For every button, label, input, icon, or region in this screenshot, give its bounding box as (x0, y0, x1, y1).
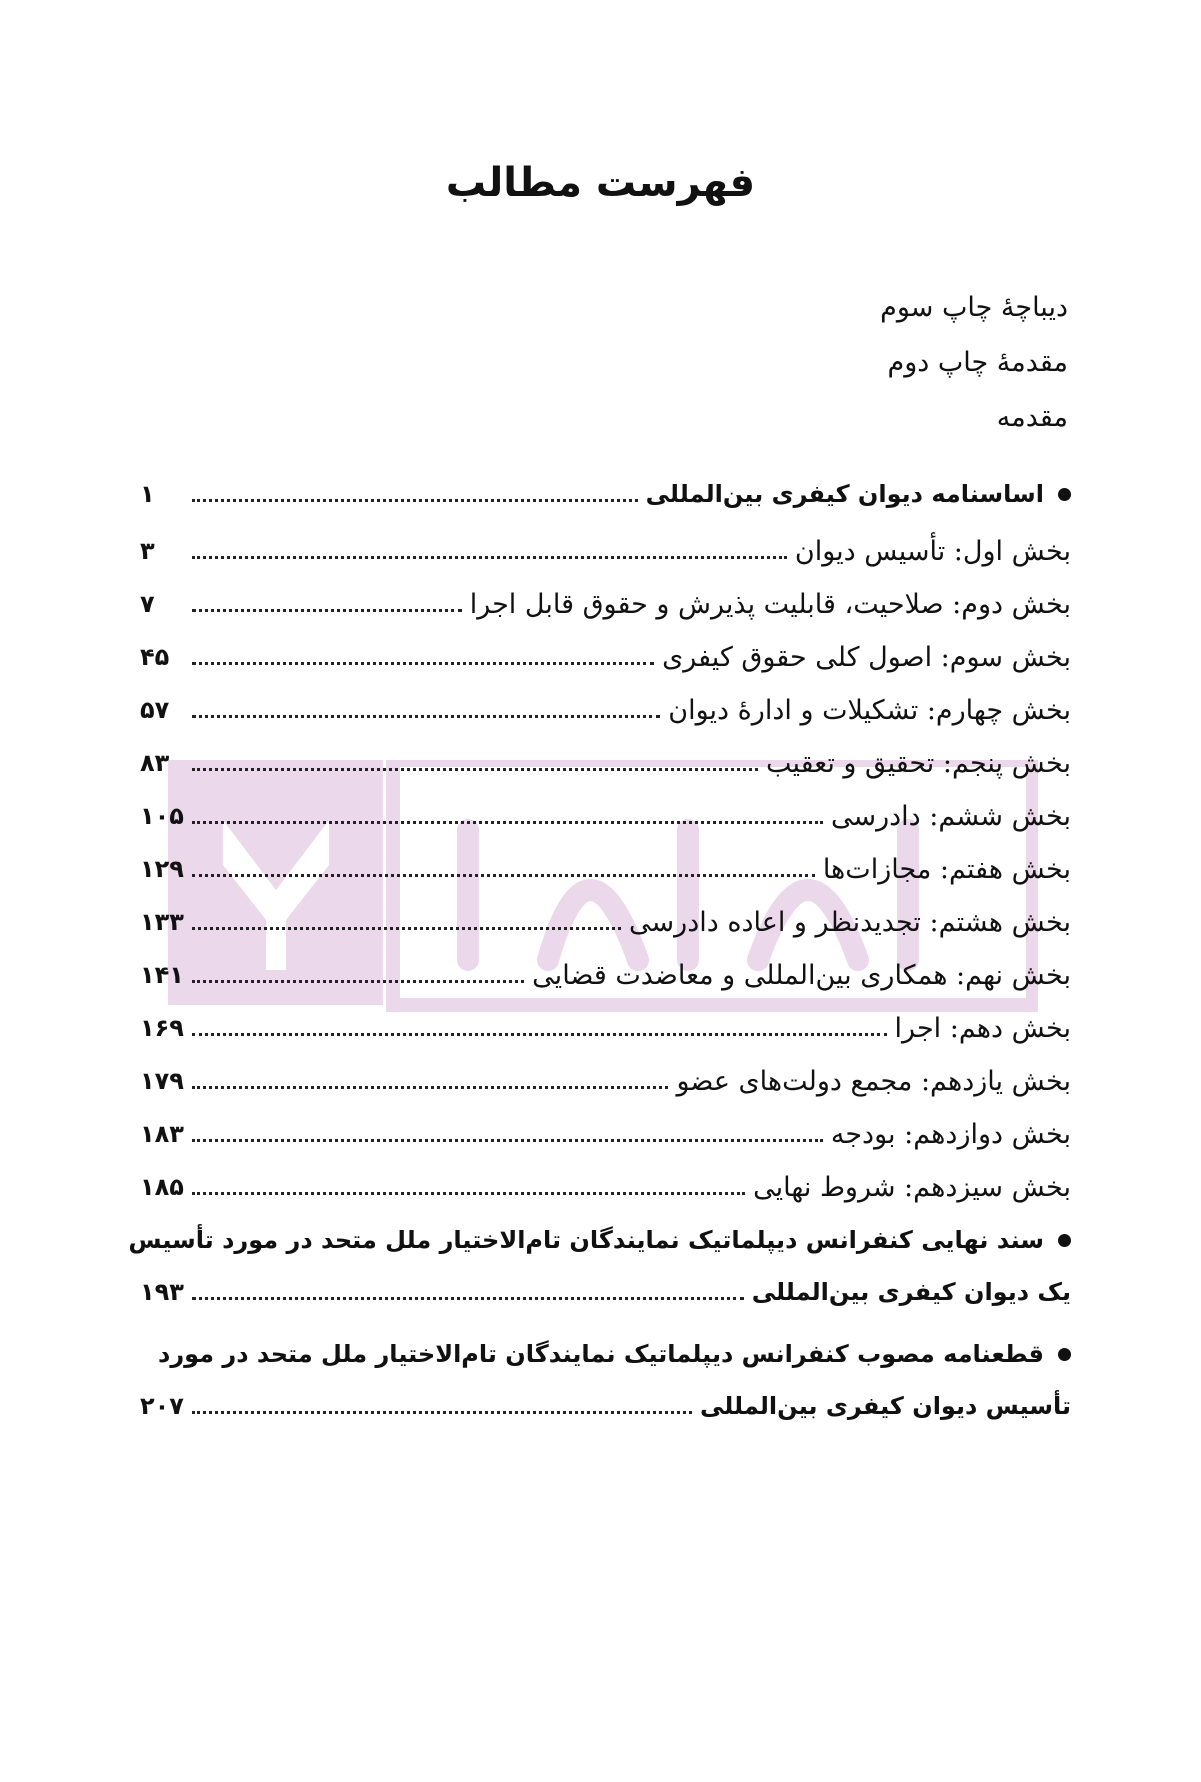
toc-page-number: ۱۰۵ (140, 802, 184, 830)
toc-entry-final-act-continued[interactable] (140, 1268, 1071, 1316)
toc-entry-part-1[interactable] (140, 527, 1071, 575)
dot-leader (192, 874, 815, 877)
dot-leader (192, 556, 787, 559)
toc-entry-label: بخش اول: تأسیس دیوان (794, 535, 1071, 567)
dot-leader (192, 980, 524, 983)
dot-leader (192, 609, 462, 612)
toc-entry-part-4[interactable] (140, 686, 1071, 734)
dot-leader (192, 768, 758, 771)
toc-page-number: ۱۹۳ (140, 1278, 184, 1306)
toc-page-number: ۱۷۹ (140, 1067, 184, 1095)
toc-entry-part-13[interactable] (140, 1163, 1071, 1211)
bullet-icon (1058, 1348, 1071, 1361)
toc-entry-label: بخش دوازدهم: بودجه (830, 1118, 1071, 1150)
dot-leader (192, 1139, 823, 1142)
bullet-icon (1058, 1234, 1071, 1247)
toc-entry-label: اساسنامه دیوان کیفری بین‌المللی (645, 480, 1044, 508)
toc-page-number: ۱۸۵ (140, 1173, 184, 1201)
toc-entry-label: بخش سیزدهم: شروط نهایی (753, 1171, 1071, 1203)
toc-entry-part-6[interactable] (140, 792, 1071, 840)
dot-leader (192, 715, 660, 718)
dot-leader (192, 662, 654, 665)
toc-entry-part-8[interactable] (140, 898, 1071, 946)
toc-entry-part-7[interactable] (140, 845, 1071, 893)
toc-page-number: ۱ (140, 480, 155, 508)
dot-leader (192, 927, 621, 930)
toc-entry-label: بخش یازدهم: مجمع دولت‌های عضو (676, 1065, 1071, 1097)
dot-leader (192, 1297, 744, 1300)
toc-page-number: ۵۷ (140, 696, 170, 724)
dot-leader (192, 1411, 692, 1414)
toc-entry-resolution[interactable] (140, 1330, 1071, 1378)
toc-page-number: ۱۶۹ (140, 1014, 184, 1042)
page-title: فهرست مطالب (445, 160, 756, 206)
toc-entry-part-3[interactable] (140, 633, 1071, 681)
toc-entry-label: بخش دهم: اجرا (894, 1012, 1071, 1044)
toc-entry-label: بخش هشتم: تجدیدنظر و اعاده دادرسی (629, 906, 1071, 938)
intro-item-second-edition-intro: مقدمهٔ چاپ دوم (887, 347, 1068, 378)
toc-entry-label: بخش ششم: دادرسی (830, 800, 1071, 832)
toc-entry-label-line-1: قطعنامه مصوب کنفرانس دیپلماتیک نمایندگان تام‌الاختیار ملل متحد در مورد (158, 1340, 1044, 1368)
toc-page-number: ۸۳ (140, 749, 170, 777)
toc-entry-label-line-2: یک دیوان کیفری بین‌المللی (751, 1278, 1071, 1306)
intro-item-introduction: مقدمه (996, 402, 1068, 433)
toc-entry-label-line-1: سند نهایی کنفرانس دیپلماتیک نمایندگان تام‌الاختیار ملل متحد در مورد تأسیس (128, 1226, 1044, 1254)
toc-entry-label: بخش دوم: صلاحیت، قابلیت پذیرش و حقوق قابل اجرا (469, 588, 1071, 620)
toc-page-number: ۱۸۳ (140, 1120, 184, 1148)
toc-entry-label: بخش سوم: اصول کلی حقوق کیفری (662, 641, 1071, 673)
dot-leader (192, 1033, 887, 1036)
toc-entry-label-line-2: تأسیس دیوان کیفری بین‌المللی (699, 1392, 1071, 1420)
toc-entry-part-9[interactable] (140, 951, 1071, 999)
toc-entry-part-11[interactable] (140, 1057, 1071, 1105)
dot-leader (192, 1086, 668, 1089)
toc-entry-label: بخش نهم: همکاری بین‌المللی و معاضدت قضایی (532, 959, 1071, 991)
toc-entry-statute[interactable] (140, 470, 1071, 518)
toc-page-number: ۴۵ (140, 643, 170, 671)
dot-leader (192, 821, 823, 824)
toc-entry-label: بخش پنجم: تحقیق و تعقیب (765, 747, 1071, 779)
bullet-icon (1058, 488, 1071, 501)
toc-entry-final-act[interactable] (128, 1216, 1071, 1264)
toc-page-number: ۱۴۱ (140, 961, 184, 989)
toc-entry-part-5[interactable] (140, 739, 1071, 787)
toc-entry-part-2[interactable] (140, 580, 1071, 628)
dot-leader (192, 499, 638, 502)
toc-entry-label: بخش چهارم: تشکیلات و ادارهٔ دیوان (668, 694, 1071, 726)
toc-entry-part-10[interactable] (140, 1004, 1071, 1052)
toc-page-number: ۲۰۷ (140, 1392, 184, 1420)
intro-item-third-edition-preface: دیباچهٔ چاپ سوم (880, 292, 1068, 323)
toc-page-number: ۱۲۹ (140, 855, 184, 883)
toc-entry-label: بخش هفتم: مجازات‌ها (822, 853, 1071, 885)
dot-leader (192, 1192, 745, 1195)
toc-page-number: ۷ (140, 590, 155, 618)
toc-entry-resolution-continued[interactable] (140, 1382, 1071, 1430)
toc-page-number: ۳ (140, 537, 155, 565)
toc-page-number: ۱۳۳ (140, 908, 184, 936)
toc-entry-part-12[interactable] (140, 1110, 1071, 1158)
